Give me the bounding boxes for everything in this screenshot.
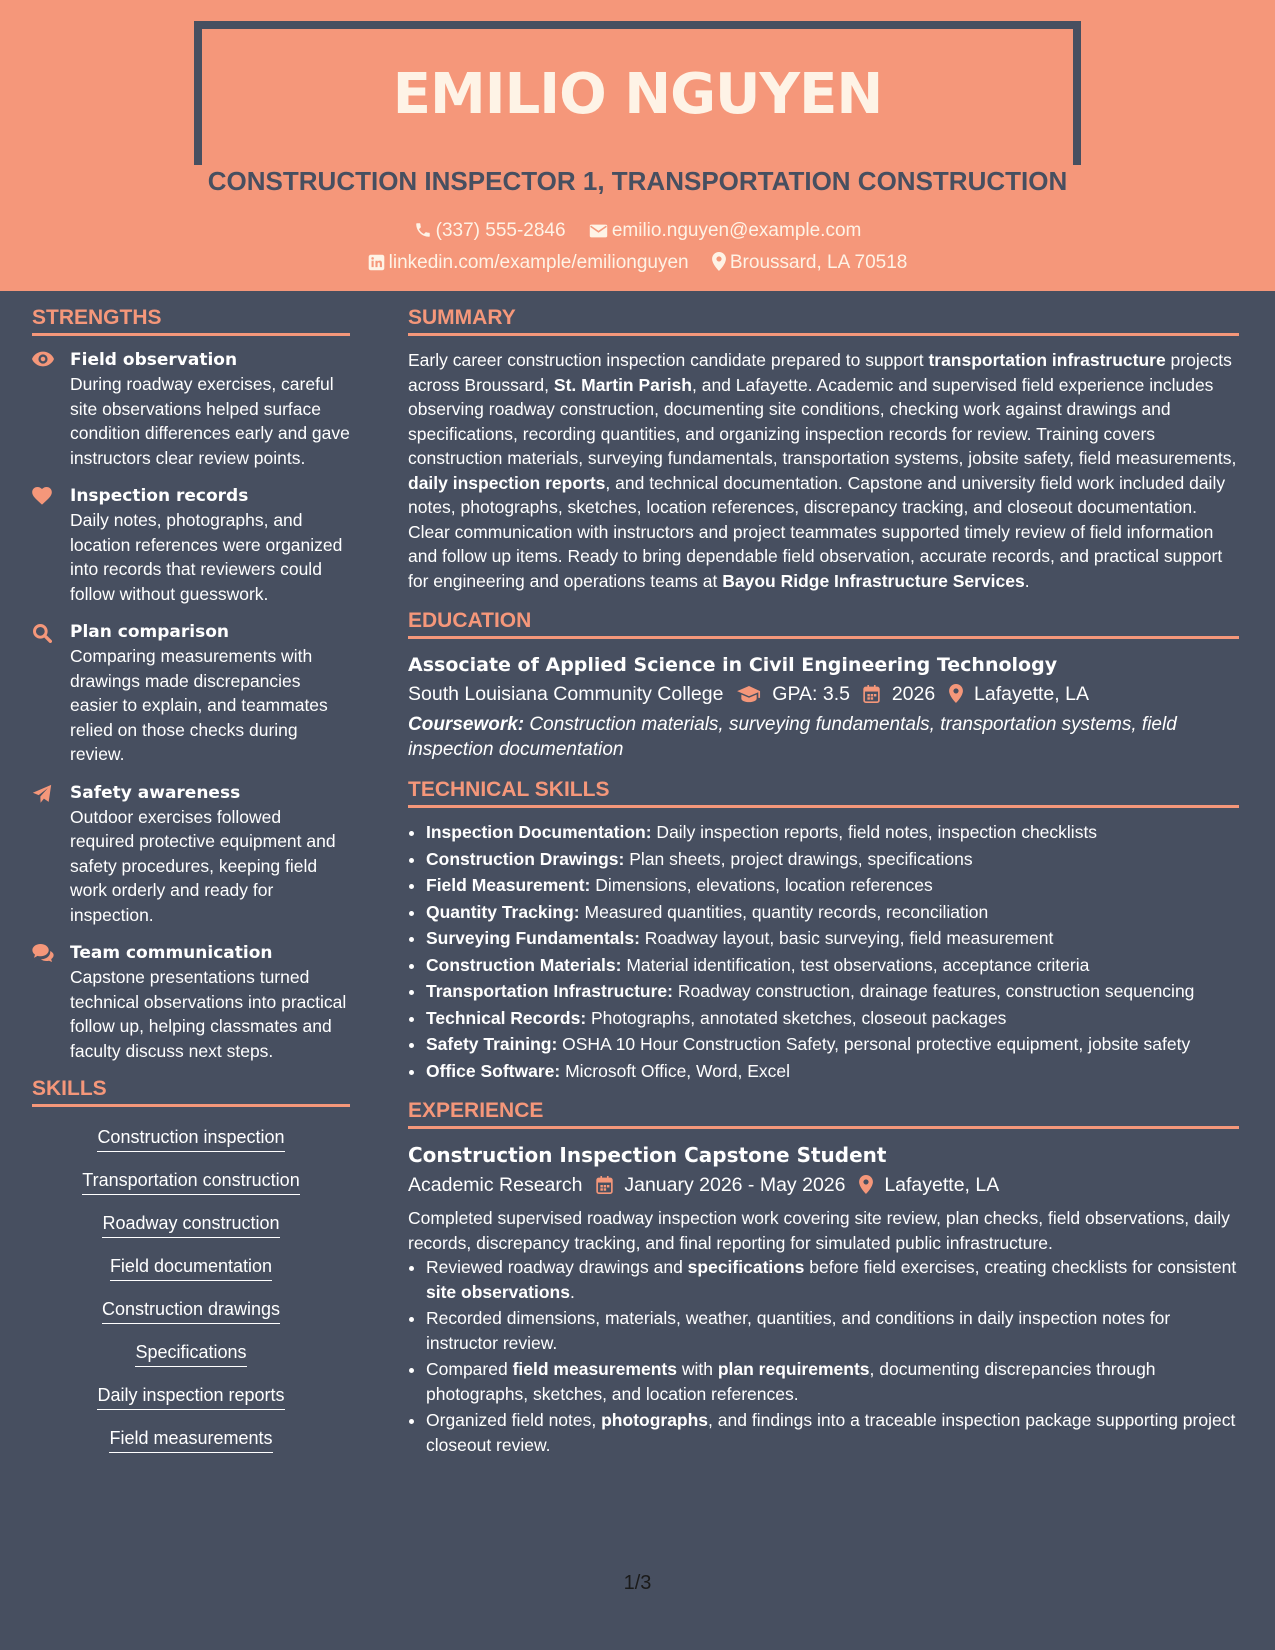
- experience-bullet: [426, 1306, 1239, 1355]
- coursework: [408, 712, 1239, 762]
- strength-item: [32, 484, 350, 606]
- technical-skill-value: Roadway layout, basic surveying, field measurement: [639, 928, 1054, 948]
- experience-dates: January 2026 - May 2026: [624, 1174, 846, 1196]
- bold-phrase: Bayou Ridge Infrastructure Services: [722, 570, 1025, 591]
- technical-skill-value: Plan sheets, project drawings, specifications: [624, 848, 973, 869]
- strength-description: Comparing measurements with drawings made discrepancies easier to explain, and teammates relied on those checks during review.: [70, 646, 328, 764]
- text-run: Organized field notes,: [426, 1410, 602, 1430]
- map-marker-icon: [712, 252, 726, 277]
- strength-description: Daily notes, photographs, and location references were organized into records that reviewers could follow without guesswork.: [70, 510, 343, 604]
- linkedin-url: linkedin.com/example/emilionguyen: [388, 252, 689, 273]
- technical-skill-value: Photographs, annotated sketches, closeout packages: [586, 1007, 1007, 1028]
- experience-location: Lafayette, LA: [884, 1174, 1000, 1196]
- page-number: 1/3: [623, 1572, 652, 1594]
- text-run: Compared: [426, 1359, 513, 1379]
- map-marker-icon: [949, 682, 963, 712]
- text-run: .: [569, 1281, 575, 1302]
- text-run: with: [676, 1359, 718, 1379]
- bold-phrase: St. Martin Parish: [553, 374, 692, 395]
- experience-bullet: [426, 1255, 1239, 1304]
- coursework-text: Construction materials, surveying fundamentals, transportation systems, field inspection documentation: [408, 714, 1177, 760]
- technical-skills-list: [408, 820, 1239, 1083]
- location-contact: [712, 252, 907, 277]
- experience-bullet: [426, 1408, 1239, 1457]
- text-run: Early career construction inspection candidate prepared to support: [408, 350, 929, 370]
- experience-organization: Academic Research: [408, 1174, 583, 1196]
- technical-skill-label: Construction Materials:: [426, 954, 622, 975]
- summary-text: [408, 348, 1239, 593]
- technical-skill-label: Construction Drawings:: [426, 848, 625, 869]
- text-run: , and Lafayette. Academic and supervised field experience includes observing roadway construction, documenting site conditions, checking work against drawings and specifications, recording quantities, and organizing inspection records for review. Training covers construction materials, surveying fundamentals, transportation systems, jobsite safety, field measurements,: [408, 374, 1237, 468]
- sidebar: [32, 306, 350, 1469]
- education-heading: EDUCATION: [408, 609, 1239, 639]
- heart-icon: [32, 484, 70, 606]
- technical-skill-label: Safety Training:: [426, 1034, 558, 1054]
- graduation-cap-icon: [737, 682, 761, 712]
- education-meta: [408, 679, 1239, 712]
- experience-role: Construction Inspection Capstone Student: [408, 1143, 887, 1167]
- technical-skill-value: Daily inspection reports, field notes, inspection checklists: [651, 822, 1098, 842]
- experience-bullet: [426, 1357, 1239, 1406]
- strength-description: During roadway exercises, careful site observations helped surface condition differences early and gave instructors clear review points.: [70, 374, 350, 468]
- skills-list: [32, 1119, 350, 1469]
- bold-phrase: photographs: [601, 1410, 709, 1430]
- technical-skill-value: Measured quantities, quantity records, reconciliation: [579, 901, 989, 922]
- strengths-list: [32, 348, 350, 1063]
- experience-description: Completed supervised roadway inspection work covering site review, plan checks, field observations, daily records, discrepancy tracking, and final reporting for simulated public infrastructure.: [408, 1208, 1230, 1253]
- job-title: CONSTRUCTION INSPECTOR 1, TRANSPORTATION CONSTRUCTION: [207, 166, 1068, 196]
- strength-item: [32, 620, 350, 767]
- text-run: , and technical documentation. Capstone and university field work included daily notes, photographs, sketches, location references, discrepancy tracking, and closeout documentation. Clear communication with instructors and project teammates supported timely review of field information and follow up items. Ready to bring dependable field observation, accurate records, and practical support for engineering and operations teams at: [408, 472, 1226, 591]
- technical-skill-item: [426, 1006, 1239, 1031]
- strength-title: Field observation: [70, 350, 238, 370]
- strength-title: Plan comparison: [70, 622, 230, 642]
- skill-tag: Specifications: [135, 1340, 246, 1367]
- technical-skill-item: [426, 953, 1239, 978]
- technical-skill-label: Office Software:: [426, 1060, 561, 1081]
- phone-number: (337) 555-2846: [435, 220, 566, 241]
- strength-description: Capstone presentations turned technical observations into practical follow up, helping classmates and faculty discuss next steps.: [70, 967, 347, 1061]
- experience-heading: EXPERIENCE: [408, 1099, 1239, 1129]
- technical-skill-item: [426, 1032, 1239, 1057]
- skill-tag: Construction inspection: [97, 1125, 284, 1152]
- experience-meta: [408, 1169, 1239, 1204]
- skill-tag: Field documentation: [110, 1254, 272, 1281]
- technical-skill-item: [426, 1059, 1239, 1084]
- strength-title: Safety awareness: [70, 782, 241, 803]
- envelope-icon: [589, 223, 608, 245]
- skill-tag: Construction drawings: [102, 1297, 280, 1324]
- text-run: Reviewed roadway drawings and: [426, 1257, 688, 1277]
- contact-row-1: [0, 220, 1275, 245]
- text-run: , documenting discrepancies through photographs, sketches, and location references.: [426, 1359, 1156, 1404]
- email-contact[interactable]: [589, 220, 862, 245]
- calendar-icon: [596, 1172, 613, 1204]
- technical-skill-value: Material identification, test observations, acceptance criteria: [621, 954, 1090, 975]
- main-content: [408, 306, 1239, 1473]
- skills-heading: SKILLS: [32, 1077, 350, 1107]
- email-address: emilio.nguyen@example.com: [611, 220, 862, 241]
- location-text: Broussard, LA 70518: [729, 252, 908, 273]
- text-run: , and findings into a traceable inspection package supporting project closeout review.: [426, 1410, 1236, 1455]
- bold-phrase: plan requirements: [717, 1359, 870, 1379]
- school-location: Lafayette, LA: [974, 683, 1089, 705]
- map-marker-icon: [859, 1172, 873, 1204]
- strengths-heading: STRENGTHS: [32, 306, 350, 336]
- bold-phrase: transportation infrastructure: [928, 350, 1166, 370]
- skill-tag: Daily inspection reports: [97, 1383, 284, 1410]
- comments-icon: [32, 941, 70, 1063]
- calendar-icon: [863, 682, 880, 712]
- coursework-label: Coursework:: [408, 714, 525, 735]
- strength-item: [32, 941, 350, 1063]
- gpa: GPA: 3.5: [772, 683, 850, 705]
- technical-skill-item: [426, 926, 1239, 951]
- text-run: Recorded dimensions, materials, weather, quantities, and conditions in daily inspection notes for instructor review.: [426, 1308, 1171, 1353]
- linkedin-icon: [368, 254, 385, 277]
- resume-header: [0, 0, 1275, 291]
- degree-title: Associate of Applied Science in Civil Engineering Technology: [408, 654, 1058, 676]
- paper-plane-icon: [32, 781, 70, 928]
- technical-skill-item: [426, 979, 1239, 1004]
- bold-phrase: specifications: [687, 1257, 805, 1277]
- candidate-name: EMILIO NGUYEN: [392, 62, 883, 127]
- technical-skill-item: [426, 900, 1239, 925]
- text-run: before field exercises, creating checklists for consistent: [804, 1257, 1237, 1277]
- technical-skill-label: Technical Records:: [426, 1007, 587, 1028]
- strength-description: Outdoor exercises followed required protective equipment and safety procedures, keeping field work orderly and ready for inspection.: [70, 806, 336, 925]
- text-run: projects across Broussard,: [408, 350, 1232, 395]
- technical-skill-value: Dimensions, elevations, location references: [590, 875, 933, 895]
- technical-skill-label: Field Measurement:: [426, 875, 591, 895]
- technical-skill-value: OSHA 10 Hour Construction Safety, personal protective equipment, jobsite safety: [557, 1034, 1191, 1054]
- search-icon: [32, 620, 70, 767]
- summary-heading: SUMMARY: [408, 306, 1239, 336]
- school-name: South Louisiana Community College: [408, 683, 724, 705]
- experience-bullets: [408, 1255, 1239, 1457]
- skill-tag: Field measurements: [109, 1426, 272, 1453]
- phone-contact[interactable]: [414, 220, 566, 245]
- bold-phrase: field measurements: [512, 1359, 677, 1379]
- technical-skill-label: Quantity Tracking:: [426, 901, 580, 922]
- technical-skill-value: Microsoft Office, Word, Excel: [560, 1060, 791, 1081]
- bold-phrase: daily inspection reports: [408, 472, 606, 493]
- contact-row-2: [0, 252, 1275, 277]
- eye-icon: [32, 348, 70, 470]
- linkedin-contact[interactable]: [368, 252, 689, 277]
- technical-skill-value: Roadway construction, drainage features, construction sequencing: [672, 981, 1195, 1001]
- strength-title: Team communication: [70, 943, 273, 963]
- technical-skill-item: [426, 820, 1239, 845]
- phone-icon: [414, 221, 432, 245]
- skill-tag: Roadway construction: [102, 1211, 279, 1238]
- technical-skill-item: [426, 847, 1239, 872]
- bold-phrase: site observations: [426, 1281, 570, 1302]
- technical-skills-heading: TECHNICAL SKILLS: [408, 778, 1239, 808]
- technical-skill-label: Inspection Documentation:: [426, 822, 652, 842]
- graduation-year: 2026: [891, 683, 936, 705]
- strength-title: Inspection records: [70, 486, 249, 506]
- skill-tag: Transportation construction: [82, 1168, 299, 1195]
- strength-item: [32, 781, 350, 928]
- text-run: .: [1024, 570, 1030, 591]
- technical-skill-item: [426, 873, 1239, 898]
- strength-item: [32, 348, 350, 470]
- technical-skill-label: Surveying Fundamentals:: [426, 928, 640, 948]
- technical-skill-label: Transportation Infrastructure:: [426, 981, 673, 1001]
